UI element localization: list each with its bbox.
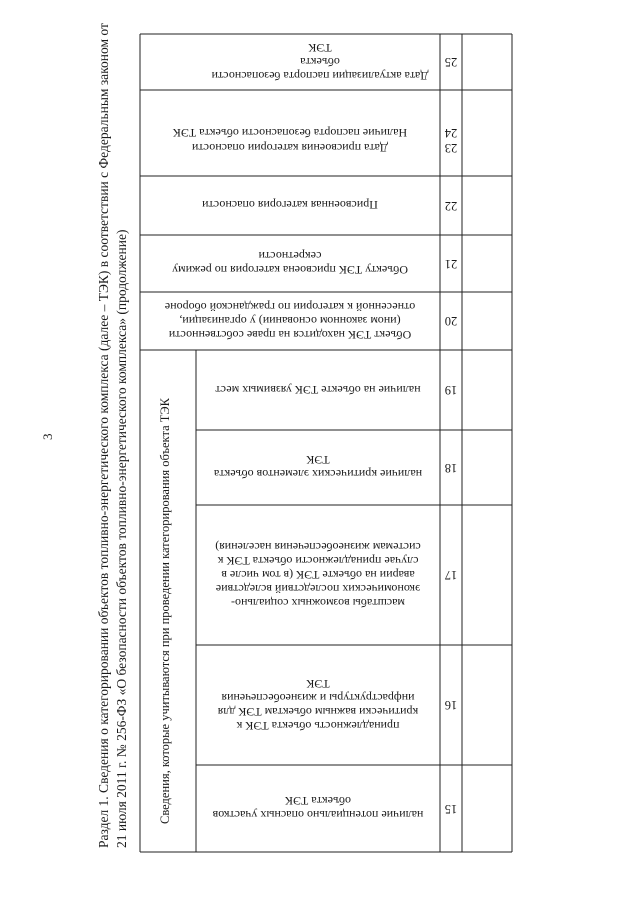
column-header-23: Дата присвоения категории опасности — [192, 141, 388, 155]
column-number-20: 20 — [444, 314, 458, 329]
column-header-24: Наличие паспорта безопасности объекта ТЭК — [172, 126, 408, 140]
column-number-17: 17 — [444, 568, 458, 583]
section-heading-line-2: 21 июля 2011 г. № 256-ФЗ «О безопасности объектов топливно-энергетического комплекса» (продолжение) — [114, 229, 129, 848]
table-cell-25 — [462, 34, 512, 90]
table-cell-17 — [462, 505, 512, 645]
column-header-25: Дата актуализации паспорта безопасности объекта ТЭК — [211, 41, 429, 83]
column-header-19: наличие на объекте ТЭК уязвимых мест — [215, 383, 421, 397]
column-header-21: Объекту ТЭК присвоена категория по режиму секретности — [172, 249, 408, 278]
table-cell-20 — [462, 292, 512, 350]
table-cell-15 — [462, 765, 512, 852]
column-number-21: 21 — [444, 257, 458, 271]
column-header-16: принадлежность объекта ТЭК к критически важным объектам ТЭК для инфраструктуры и жизнеобеспечения ТЭК — [217, 677, 419, 733]
column-number-16: 16 — [444, 698, 458, 713]
column-number-22: 22 — [444, 199, 458, 213]
column-number-25: 25 — [444, 55, 458, 70]
table-cell-18 — [462, 430, 512, 505]
column-number-19: 19 — [444, 383, 458, 398]
column-number-24: 24 — [444, 126, 458, 141]
section-heading-line-1: Раздел 1. Сведения о категорировании объектов топливно-энергетического комплекса (далее – ТЭК) в соответствии с Федеральным законом от — [96, 23, 111, 848]
column-header-17: масштабы возможных социально- экономических последствий вследствие аварии на объекте ТЭК (в том числе в случае принадлежности объекта ТЭК к системам жизнеобеспечения населения) — [215, 540, 421, 610]
column-number-15: 15 — [444, 802, 458, 816]
table-group-header: Сведения, которые учитываются при проведении категорирования объекта ТЭК — [158, 398, 172, 824]
page-number: 3 — [40, 433, 55, 440]
column-header-20: Объект ТЭК находится на праве собственности (ином законном основании) у организации, отнесенной к категории по гражданской обороне — [164, 300, 416, 342]
column-header-18: наличие критических элементов объекта ТЭК — [213, 453, 423, 482]
column-number-23: 23 — [444, 141, 458, 156]
column-number-18: 18 — [444, 461, 458, 475]
column-header-22: Присвоенная категория опасности — [202, 198, 378, 213]
table-cell-22 — [462, 176, 512, 235]
table-cell-21 — [462, 235, 512, 292]
table-cell-19 — [462, 350, 512, 430]
table-cell-16 — [462, 645, 512, 765]
column-header-15: наличие потенциально опасных участков объекта ТЭК — [212, 794, 424, 823]
table-cell-23 — [462, 120, 512, 176]
